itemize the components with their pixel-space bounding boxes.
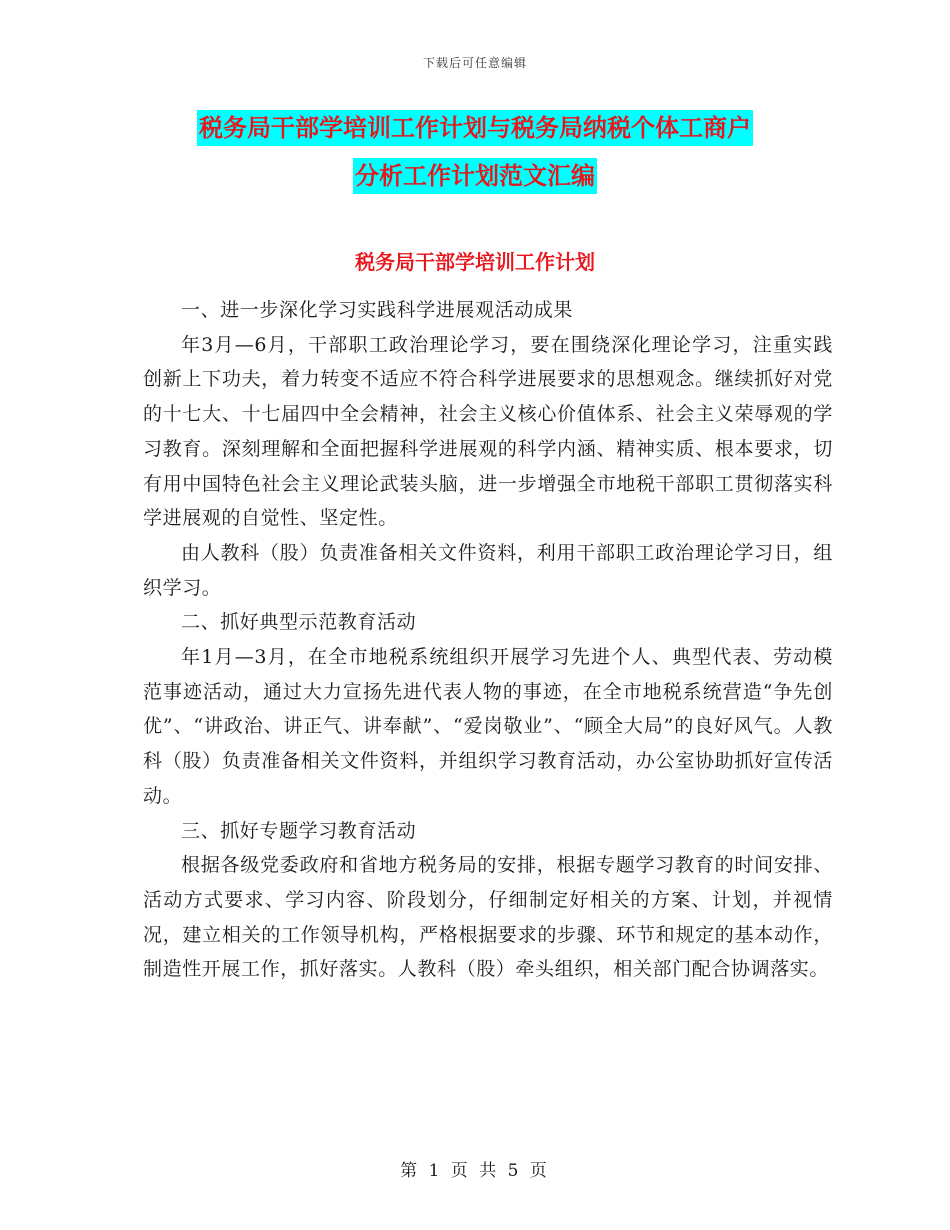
document-body	[143, 293, 833, 987]
heading-2: 二、抓好典型示范教育活动	[181, 611, 417, 634]
section-title: 税务局干部学培训工作计划	[355, 250, 595, 274]
heading-1: 一、进一步深化学习实践科学进展观活动成果	[181, 299, 574, 321]
paragraph: 根据各级党委政府和省地方税务局的安排，根据专题学习教育的时间安排、活动方式要求、学习内容、阶段划分，仔细制定好相关的方案、计划，并视情况，建立相关的工作领导机构，严格根据要求的步骤、环节和规定的基本动作，制造性开展工作，抓好落实。人教科（股）牵头组织，相关部门配合协调落实。	[143, 854, 833, 981]
paragraph: 年3月—6月，干部职工政治理论学习，要在围绕深化理论学习，注重实践创新上下功夫，着力转变不适应不符合科学进展要求的思想观念。继续抓好对党的十七大、十七届四中全会精神，社会主义核心价值体系、社会主义荣辱观的学习教育。深刻理解和全面把握科学进展观的科学内涵、精神实质、根本要求，切有用中国特色社会主义理论武装头脑，进一步增强全市地税干部职工贯彻落实科学进展观的自觉性、坚定性。	[143, 333, 833, 530]
title-line-1: 税务局干部学培训工作计划与税务局纳税个体工商户	[197, 110, 753, 146]
paragraph: 年1月—3月，在全市地税系统组织开展学习先进个人、典型代表、劳动模范事迹活动，通过大力宣扬先进代表人物的事迹，在全市地税系统营造“争先创优”、“讲政治、讲正气、讲奉献”、“爱岗敬业”、“顾全大局”的良好风气。人教科（股）负责准备相关文件资料，并组织学习教育活动，办公室协助抓好宣传活动。	[143, 646, 833, 807]
title-line-2: 分析工作计划范文汇编	[353, 158, 597, 194]
document-title	[0, 110, 950, 194]
heading-3: 三、抓好专题学习教育活动	[181, 819, 417, 842]
page-header-note: 下载后可任意编辑	[422, 56, 527, 70]
paragraph: 由人教科（股）负责准备相关文件资料，利用干部职工政治理论学习日，组织学习。	[143, 541, 833, 599]
page-footer: 第 1 页 共 5 页	[400, 1161, 550, 1181]
